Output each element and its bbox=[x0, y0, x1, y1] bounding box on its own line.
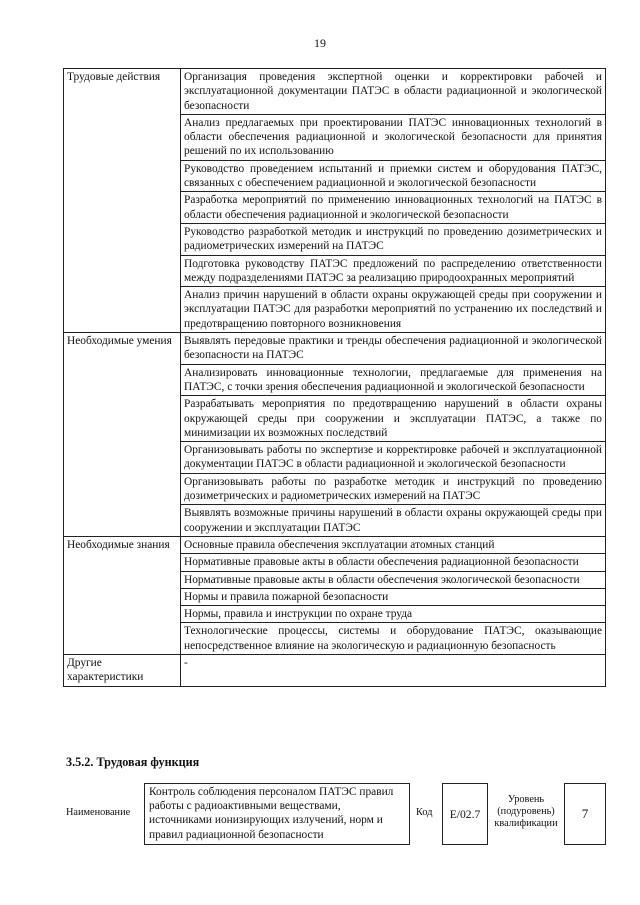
qualification-level-label: Уровень (подуровень) квалификации bbox=[494, 794, 558, 829]
table-row bbox=[64, 69, 606, 115]
table-row bbox=[64, 192, 606, 224]
requirement-cell: Разрабатывать мероприятия по предотвращению нарушений в области охраны окружающей среды при сооружении и эксплуатации ПАТЭС, а также по минимизации их возможных последствий bbox=[181, 396, 606, 442]
category-cell bbox=[64, 396, 181, 442]
table-row bbox=[64, 114, 606, 160]
category-cell bbox=[64, 364, 181, 396]
function-name-box: Контроль соблюдения персоналом ПАТЭС правил работы с радиоактивными веществами, источниками ионизирующих излучений, норм и правил радиационной безопасности bbox=[144, 783, 410, 845]
table-row bbox=[64, 554, 606, 571]
table-row bbox=[64, 623, 606, 655]
requirement-cell: Разработка мероприятий по применению инновационных технологий на ПАТЭС в области обеспечения радиационной и экологической безопасности bbox=[181, 192, 606, 224]
category-cell bbox=[64, 223, 181, 255]
requirement-cell: Анализ предлагаемых при проектировании ПАТЭС инновационных технологий в области обеспечения радиационной и экологической безопасности для принятия решений по их использованию bbox=[181, 114, 606, 160]
table-row bbox=[64, 588, 606, 605]
name-label: Наименование bbox=[66, 807, 131, 818]
category-cell bbox=[64, 623, 181, 655]
category-cell: Другие характеристики bbox=[64, 654, 181, 686]
work-functions-table bbox=[63, 68, 606, 687]
category-cell bbox=[64, 505, 181, 537]
category-cell bbox=[64, 287, 181, 333]
category-cell bbox=[64, 192, 181, 224]
section-heading: 3.5.2. Трудовая функция bbox=[66, 755, 200, 769]
table-body bbox=[64, 69, 606, 687]
requirement-cell: Нормативные правовые акты в области обеспечения радиационной безопасности bbox=[181, 554, 606, 571]
category-cell bbox=[64, 114, 181, 160]
table-row bbox=[64, 333, 606, 365]
table-row bbox=[64, 396, 606, 442]
table-row bbox=[64, 536, 606, 553]
category-cell bbox=[64, 571, 181, 588]
requirement-cell: Анализировать инновационные технологии, предлагаемые для применения на ПАТЭС, с точки зрения обеспечения радиационной и экологической безопасности bbox=[181, 364, 606, 396]
page-number: 19 bbox=[314, 36, 326, 50]
category-cell: Необходимые умения bbox=[64, 333, 181, 365]
labor-function-header bbox=[66, 783, 606, 845]
requirement-cell: Выявлять передовые практики и тренды обеспечения радиационной и экологической безопасности на ПАТЭС bbox=[181, 333, 606, 365]
requirement-cell: Анализ причин нарушений в области охраны окружающей среды при сооружении и эксплуатации ПАТЭС для разработки мероприятий по устранению их последствий и предотвращению повторного возникновения bbox=[181, 287, 606, 333]
table-row bbox=[64, 160, 606, 192]
table-row bbox=[64, 287, 606, 333]
category-cell bbox=[64, 160, 181, 192]
code-value: E/02.7 bbox=[449, 807, 481, 821]
table-row bbox=[64, 606, 606, 623]
category-cell bbox=[64, 588, 181, 605]
table-row bbox=[64, 654, 606, 686]
requirement-cell: Нормы и правила пожарной безопасности bbox=[181, 588, 606, 605]
table-row bbox=[64, 473, 606, 505]
qualification-level-value: 7 bbox=[581, 806, 589, 821]
category-cell bbox=[64, 606, 181, 623]
table-row bbox=[64, 442, 606, 474]
requirement-cell: - bbox=[181, 654, 606, 686]
category-cell bbox=[64, 473, 181, 505]
requirement-cell: Выявлять возможные причины нарушений в области охраны окружающей среды при сооружении и эксплуатации ПАТЭС bbox=[181, 505, 606, 537]
requirement-cell: Руководство разработкой методик и инструкций по проведению дозиметрических и радиометрических измерений на ПАТЭС bbox=[181, 223, 606, 255]
requirement-cell: Руководство проведением испытаний и приемки систем и оборудования ПАТЭС, связанных с обеспечением радиационной и экологической безопасности bbox=[181, 160, 606, 192]
requirement-cell: Нормативные правовые акты в области обеспечения экологической безопасности bbox=[181, 571, 606, 588]
code-label: Код bbox=[416, 807, 433, 818]
table-row bbox=[64, 571, 606, 588]
category-cell bbox=[64, 255, 181, 287]
category-cell bbox=[64, 554, 181, 571]
requirement-cell: Организовывать работы по разработке методик и инструкций по проведению дозиметрических и радиометрических измерений на ПАТЭС bbox=[181, 473, 606, 505]
category-cell bbox=[64, 442, 181, 474]
code-value-box bbox=[442, 783, 488, 845]
requirement-cell: Нормы, правила и инструкции по охране труда bbox=[181, 606, 606, 623]
table-row bbox=[64, 255, 606, 287]
requirement-cell: Организация проведения экспертной оценки и корректировки рабочей и эксплуатационной документации ПАТЭС в области радиационной и экологической безопасности bbox=[181, 69, 606, 115]
requirement-cell: Подготовка руководству ПАТЭС предложений по распределению ответственности между подразделениями ПАТЭС за реализацию природоохранных мероприятий bbox=[181, 255, 606, 287]
category-cell: Трудовые действия bbox=[64, 69, 181, 115]
table-row bbox=[64, 505, 606, 537]
requirement-cell: Основные правила обеспечения эксплуатации атомных станций bbox=[181, 536, 606, 553]
category-cell: Необходимые знания bbox=[64, 536, 181, 553]
qualification-level-box bbox=[564, 783, 606, 845]
table-row bbox=[64, 364, 606, 396]
table-row bbox=[64, 223, 606, 255]
requirement-cell: Технологические процессы, системы и оборудование ПАТЭС, оказывающие непосредственное влияние на экологическую и радиационную безопасность bbox=[181, 623, 606, 655]
requirement-cell: Организовывать работы по экспертизе и корректировке рабочей и эксплуатационной документации ПАТЭС в области радиационной и экологической безопасности bbox=[181, 442, 606, 474]
